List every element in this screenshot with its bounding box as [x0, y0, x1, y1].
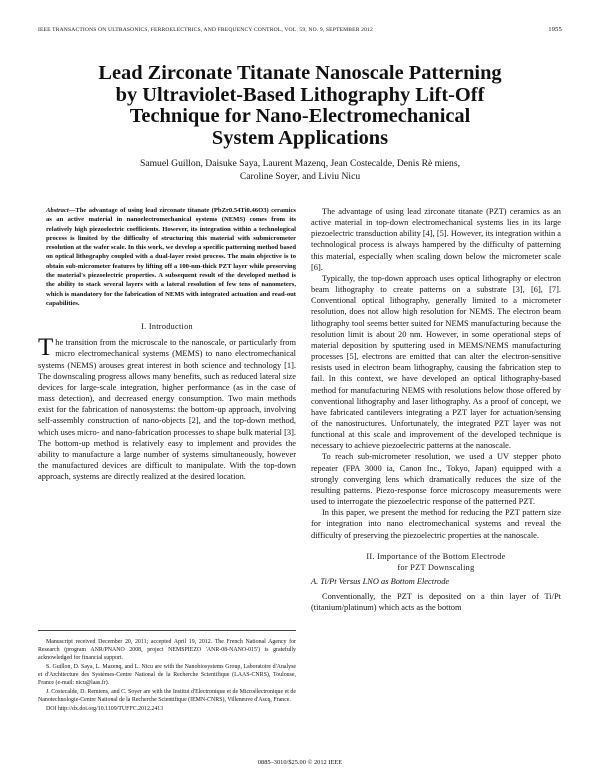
body-paragraph: Typically, the top-down approach uses optical lithography or electron beam lithography to create patterns on a substrate [3], [6], [7]. Conventional optical lithography, generally limited to a micrometer resolution, does not allow high resolution for NEMS. The electron beam lithography tool seems better suited for NEMS manufacturing because the resolution limit is about 20 nm. However, in some operational steps of material deposition by sputtering used in MEMS/NEMS manufacturing processes [5], electrons are emitted that can alter the electron-sensitive resists used in electron beam lithography, causing the fabrication step to fail. In this context, we have developed an optical lithography-based method for manufacturing NEMS with resolutions below those offered by conventional lithography and laser lithography. As a proof of concept, we have fabricated cantilevers integrating a PZT layer for actuation/sensing of the nanostructures. Unfortunately, the integrated PZT layer was not functional at this scale and improvement of the developed technique is necessary to achieve piezoelectric patterns at the nanoscale. [311, 273, 561, 451]
body-paragraph: In this paper, we present the method for reducing the PZT pattern size for integration into nano electromechanical systems and reveal the difficulty of preserving the piezoelectric properties at the nanoscale. [311, 508, 561, 540]
running-head [38, 26, 562, 38]
footnote: J. Costecalde, D. Remiens, and C. Soyer are with the Institut d'Electronique et de Microélectronique et de Nanotechnologie-Centre National de la Recherche Scientifique (IEMN-CNRS), Villeneuve d'Ascq, France. [38, 689, 296, 703]
body-paragraph: To reach sub-micrometer resolution, we used a UV stepper photo repeater (FPA 3000 ia, Canon Inc., Tokyo, Japan) equipped with a strongly converging lens which dramatically reduces the size of the resulting patterns. Piezo-response force microscopy measurements were used to interrogate the piezoelectric response of the patterned PZT. [311, 452, 561, 507]
introduction-text: he transition from the microscale to the nanoscale, or particularly from micro electromechanical systems (MEMS) to nano electromechanical systems (NEMS) arouses great interest in both science and technology [1]. The downscaling progress allows many benefits, such as reduced lateral size devices for large-scale integration, higher performance (as in the case of mass detection), and decreased energy consumption. Two main methods exist for the fabrication of nanosystems: the bottom-up approach, involving self-assembly construction of nano-objects [2], and the top-down method, which uses micro- and nano-fabrication processes to shape bulk material [3]. The bottom-up method is relatively easy to implement and provides the ability to manufacture a large number of systems simultaneously, however the manufactured devices are difficult to manipulate. With the top-down approach, systems are directly realized at the desired location. [38, 338, 296, 482]
title-line: Lead Zirconate Titanate Nanoscale Patterning [98, 62, 502, 84]
journal-header: IEEE TRANSACTIONS ON ULTRASONICS, FERROELECTRICS, AND FREQUENCY CONTROL, VOL. 59, NO. 9, SEPTEMBER 2012 [38, 27, 373, 33]
abstract-text: —The advantage of using lead zirconate titanate (PbZr0.54Ti0.46O3) ceramics as an active material in nanoelectromechanical systems (NEMS) comes from its relatively high piezoelectric coefficients. However, its integration within a technological process is limited by the difficulty of structuring this material with submicrometer resolution at the wafer scale. In this work, we develop a specific patterning method based on optical lithography coupled with a dual-layer resist process. The main objective is to obtain sub-micrometer features by lifting off a 100-nm-thick PZT layer while preserving the material's piezoelectric properties. A subsequent result of the developed method is the ability to stack several layers with a lateral resolution of few tens of nanometers, which is mandatory for the fabrication of NEMS with integrated actuation and read-out capabilities. [46, 207, 296, 307]
title-line: Technique for Nano-Electromechanical [129, 105, 471, 127]
title-line: by Ultraviolet-Based Lithography Lift-Off [115, 83, 485, 106]
footnote: S. Guillon, D. Saya, L. Mazenq, and L. Nicu are with the Nanobiosystems Group, Laboratoire d'Analyse et d'Architecture des Systèmes-Centre National de la Recherche Scientifique (LAAS-CNRS), Toulouse, France (e-mail: nicu@laas.fr). [38, 664, 296, 686]
drop-cap: T [38, 334, 54, 362]
section-heading-line: II. Importance of the Bottom Electrode [366, 551, 506, 561]
section-heading-introduction: I. Introduction [141, 322, 193, 332]
footnotes [38, 630, 296, 714]
doi-footnote: DOI http://dx.doi.org/10.1109/TUFFC.2012.2413 [46, 706, 164, 712]
section-heading-bottom-electrode [311, 551, 561, 573]
footnote: Manuscript received December 20, 2011; accepted April 19, 2012. The French National Agency for Research (program ANR/PNANO 2008, project NEMSPIEZO 'ANR-08-NANO-015') is gratefully acknowledged for financial support. [38, 639, 296, 661]
section-heading-line: for PZT Downscaling [397, 562, 475, 572]
abstract [38, 206, 296, 308]
body-paragraph: The advantage of using lead zirconate titanate (PZT) ceramics as an active material in top-down electromechanical systems lies in its large piezoelectric transduction ability [4], [5]. However, its integration within a technological process is always hampered by the difficulty of patterning this material, especially when scaling down below the micrometer scale [6]. [311, 207, 561, 272]
abstract-label: Abstract [46, 207, 69, 214]
copyright-line: 0885–3010/$25.00 © 2012 IEEE [257, 759, 343, 766]
subsection-heading: A. Ti/Pt Versus LNO as Bottom Electrode [311, 576, 450, 586]
author-line: Caroline Soyer, and Liviu Nicu [239, 171, 361, 182]
author-list [40, 157, 560, 183]
page-number: 1955 [548, 26, 562, 33]
right-column [311, 206, 561, 613]
left-column [38, 200, 296, 482]
paper-title [40, 63, 560, 149]
introduction-paragraph [38, 334, 296, 482]
title-line: System Applications [211, 126, 389, 149]
author-line: Samuel Guillon, Daisuke Saya, Laurent Mazenq, Jean Costecalde, Denis Rè miens, [140, 158, 460, 169]
body-paragraph: Conventionally, the PZT is deposited on a thin layer of Ti/Pt (titanium/platinum) which acts as the bottom [311, 591, 561, 612]
